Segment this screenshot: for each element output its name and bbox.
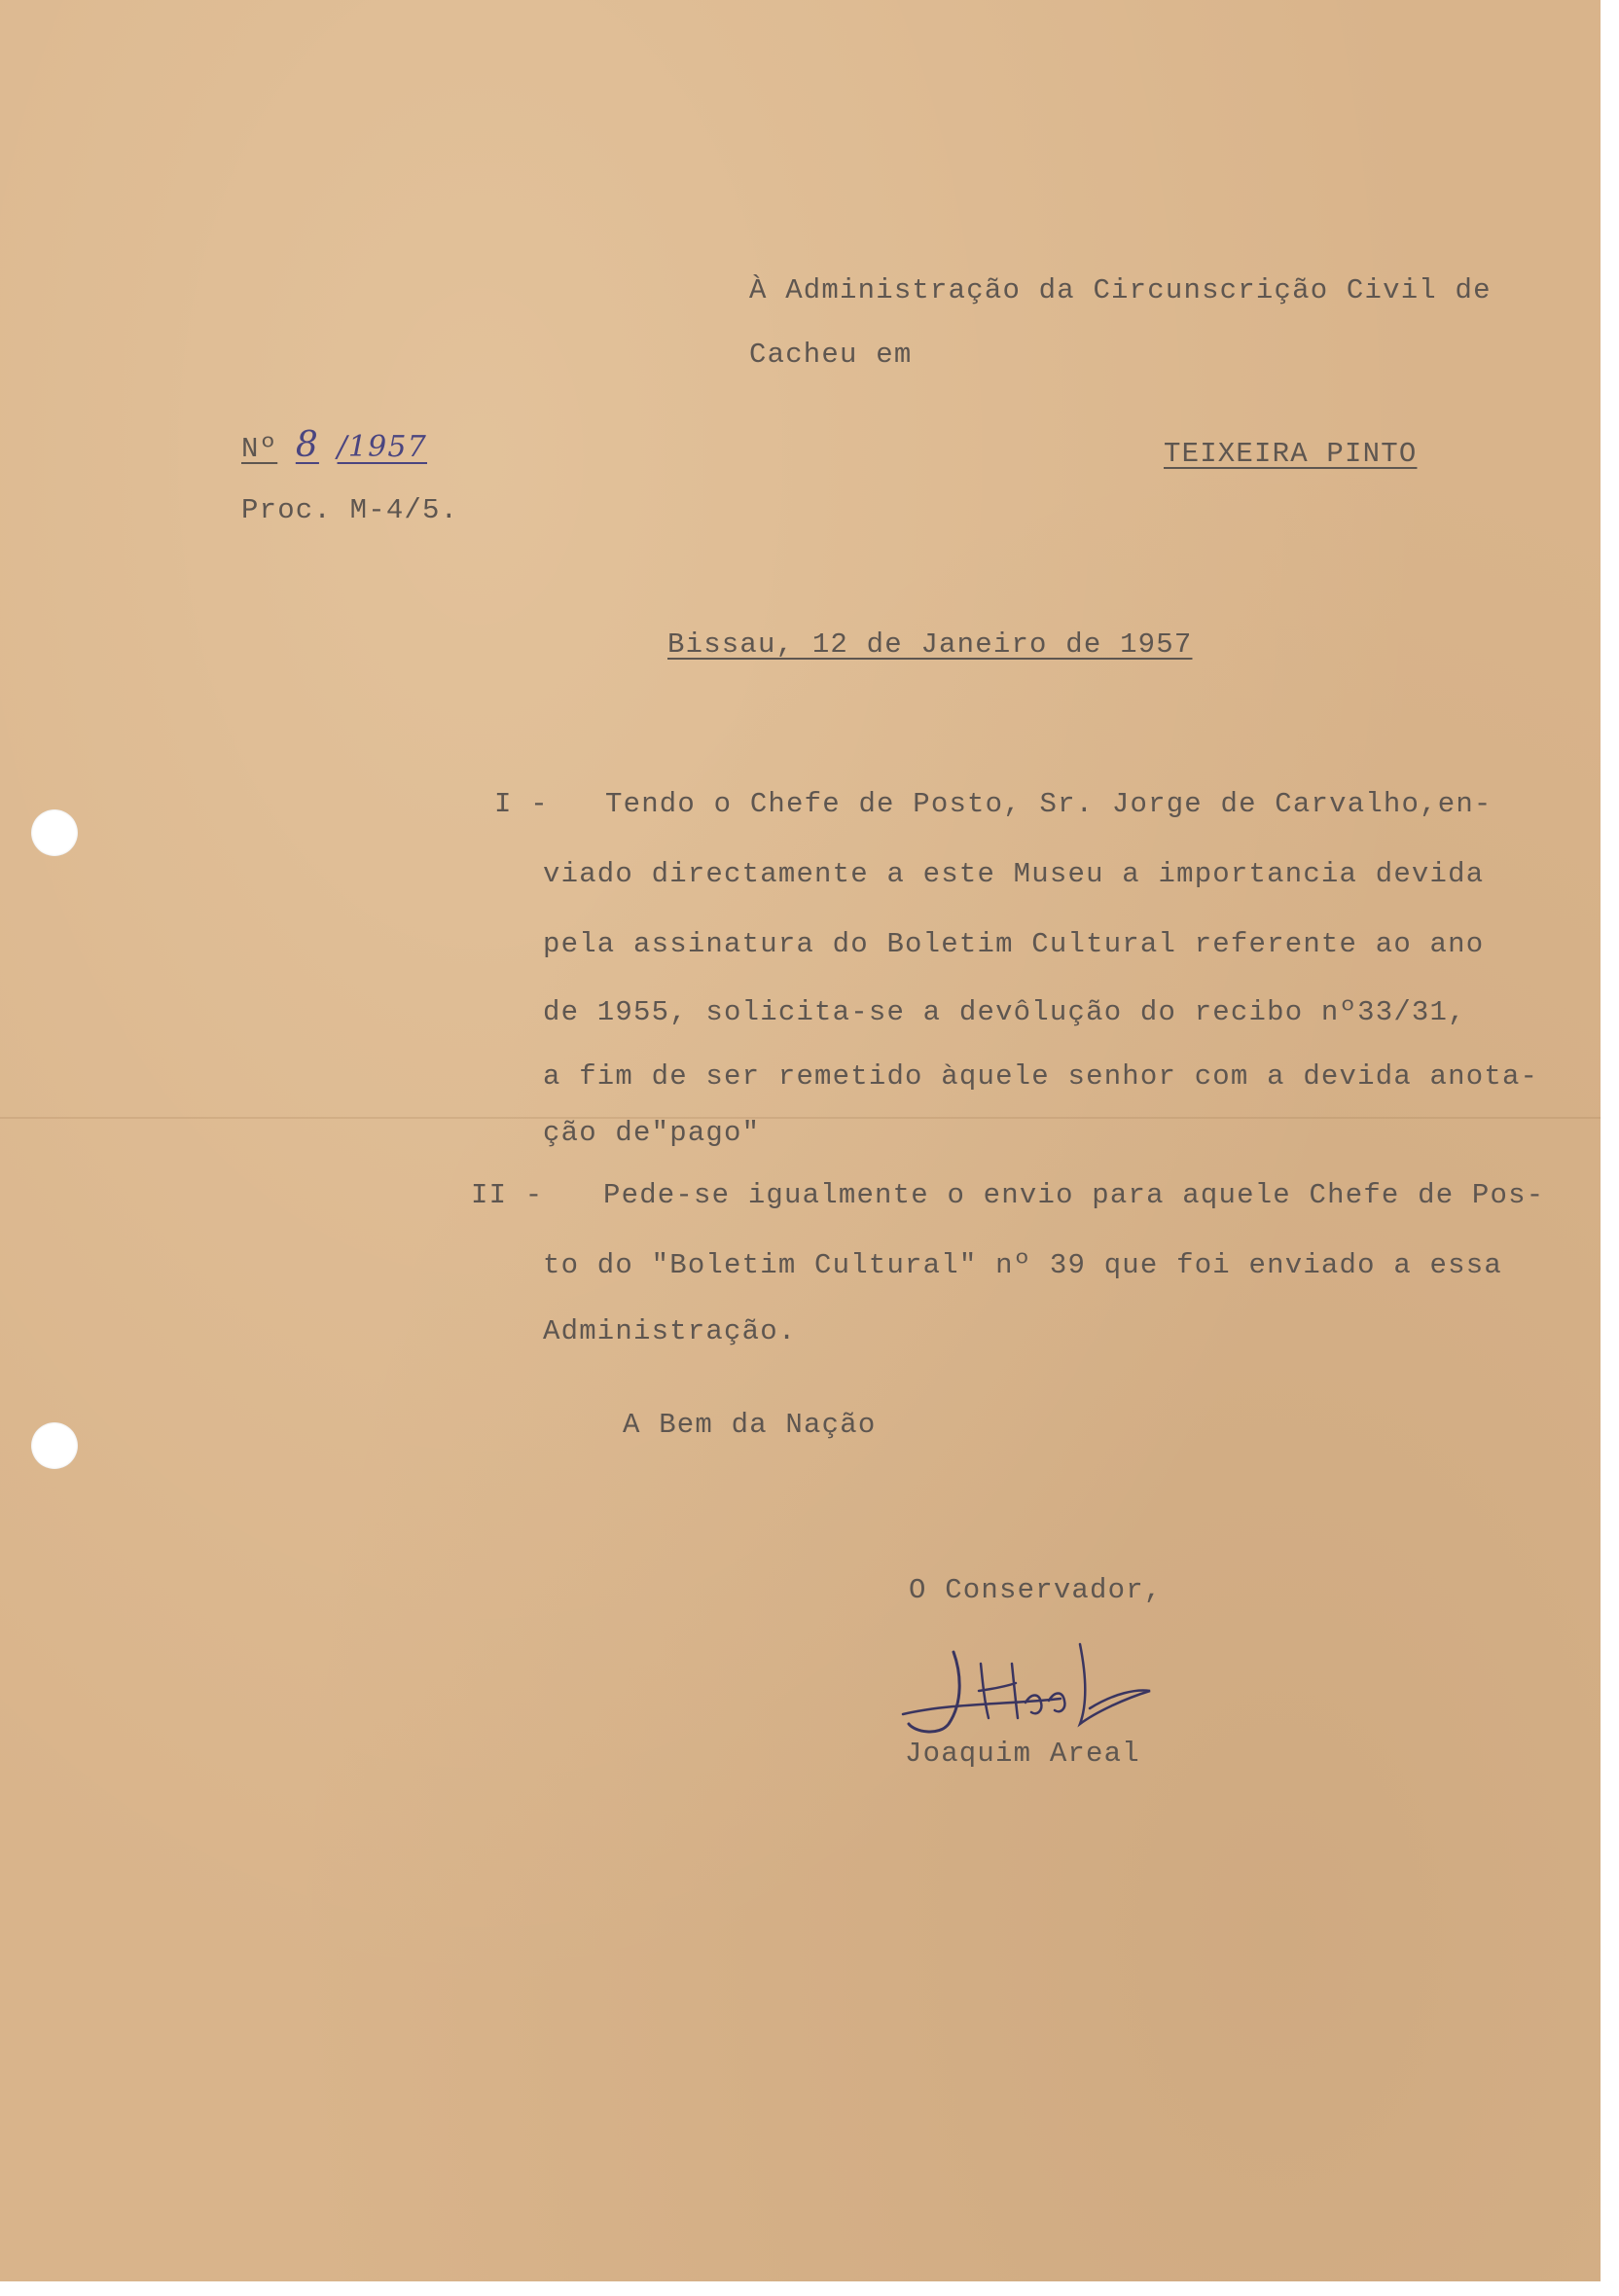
recipient-line-1: À Administração da Circunscrição Civil de	[749, 274, 1492, 306]
recipient-location	[1164, 440, 1417, 468]
item-1-line-1: Tendo o Chefe de Posto, Sr. Jorge de Carvalho,en-	[605, 788, 1493, 820]
punch-hole-top	[31, 809, 78, 856]
reference-number-prefix: Nº	[241, 433, 278, 465]
process-reference: Proc. M-4/5.	[241, 494, 459, 526]
signatory-name: Joaquim Areal	[905, 1738, 1140, 1770]
recipient-location-text: TEIXEIRA PINTO	[1164, 438, 1418, 470]
punch-hole-bottom	[31, 1422, 78, 1469]
item-1-line-5: a fim de ser remetido àquele senhor com a devida anota-	[543, 1060, 1539, 1093]
reference-number	[241, 425, 428, 465]
recipient-line-2: Cacheu em	[749, 339, 913, 371]
date-line	[667, 630, 1192, 659]
signatory-title: O Conservador,	[909, 1574, 1163, 1606]
item-1-line-6: ção de"pago"	[543, 1117, 761, 1149]
item-1-marker: I -	[494, 788, 549, 820]
reference-number-year: /1957	[337, 430, 428, 464]
reference-number-value: 8	[295, 425, 319, 465]
item-2-line-3: Administração.	[543, 1315, 797, 1347]
item-2-line-1: Pede-se igualmente o envio para aquele Chefe de Pos-	[603, 1179, 1545, 1211]
item-1-line-2: viado directamente a este Museu a importancia devida	[543, 858, 1485, 890]
date-line-text: Bissau, 12 de Janeiro de 1957	[667, 628, 1193, 661]
item-2-line-2: to do "Boletim Cultural" nº 39 que foi enviado a essa	[543, 1249, 1502, 1281]
item-1-line-4: de 1955, solicita-se a devôlução do recibo nº33/31,	[543, 996, 1466, 1028]
paper-fold	[0, 1117, 1601, 1119]
closing-salutation: A Bem da Nação	[623, 1409, 877, 1441]
item-2-marker: II -	[471, 1179, 544, 1211]
item-1-line-3: pela assinatura do Boletim Cultural referente ao ano	[543, 928, 1485, 960]
handwritten-signature	[895, 1634, 1168, 1741]
